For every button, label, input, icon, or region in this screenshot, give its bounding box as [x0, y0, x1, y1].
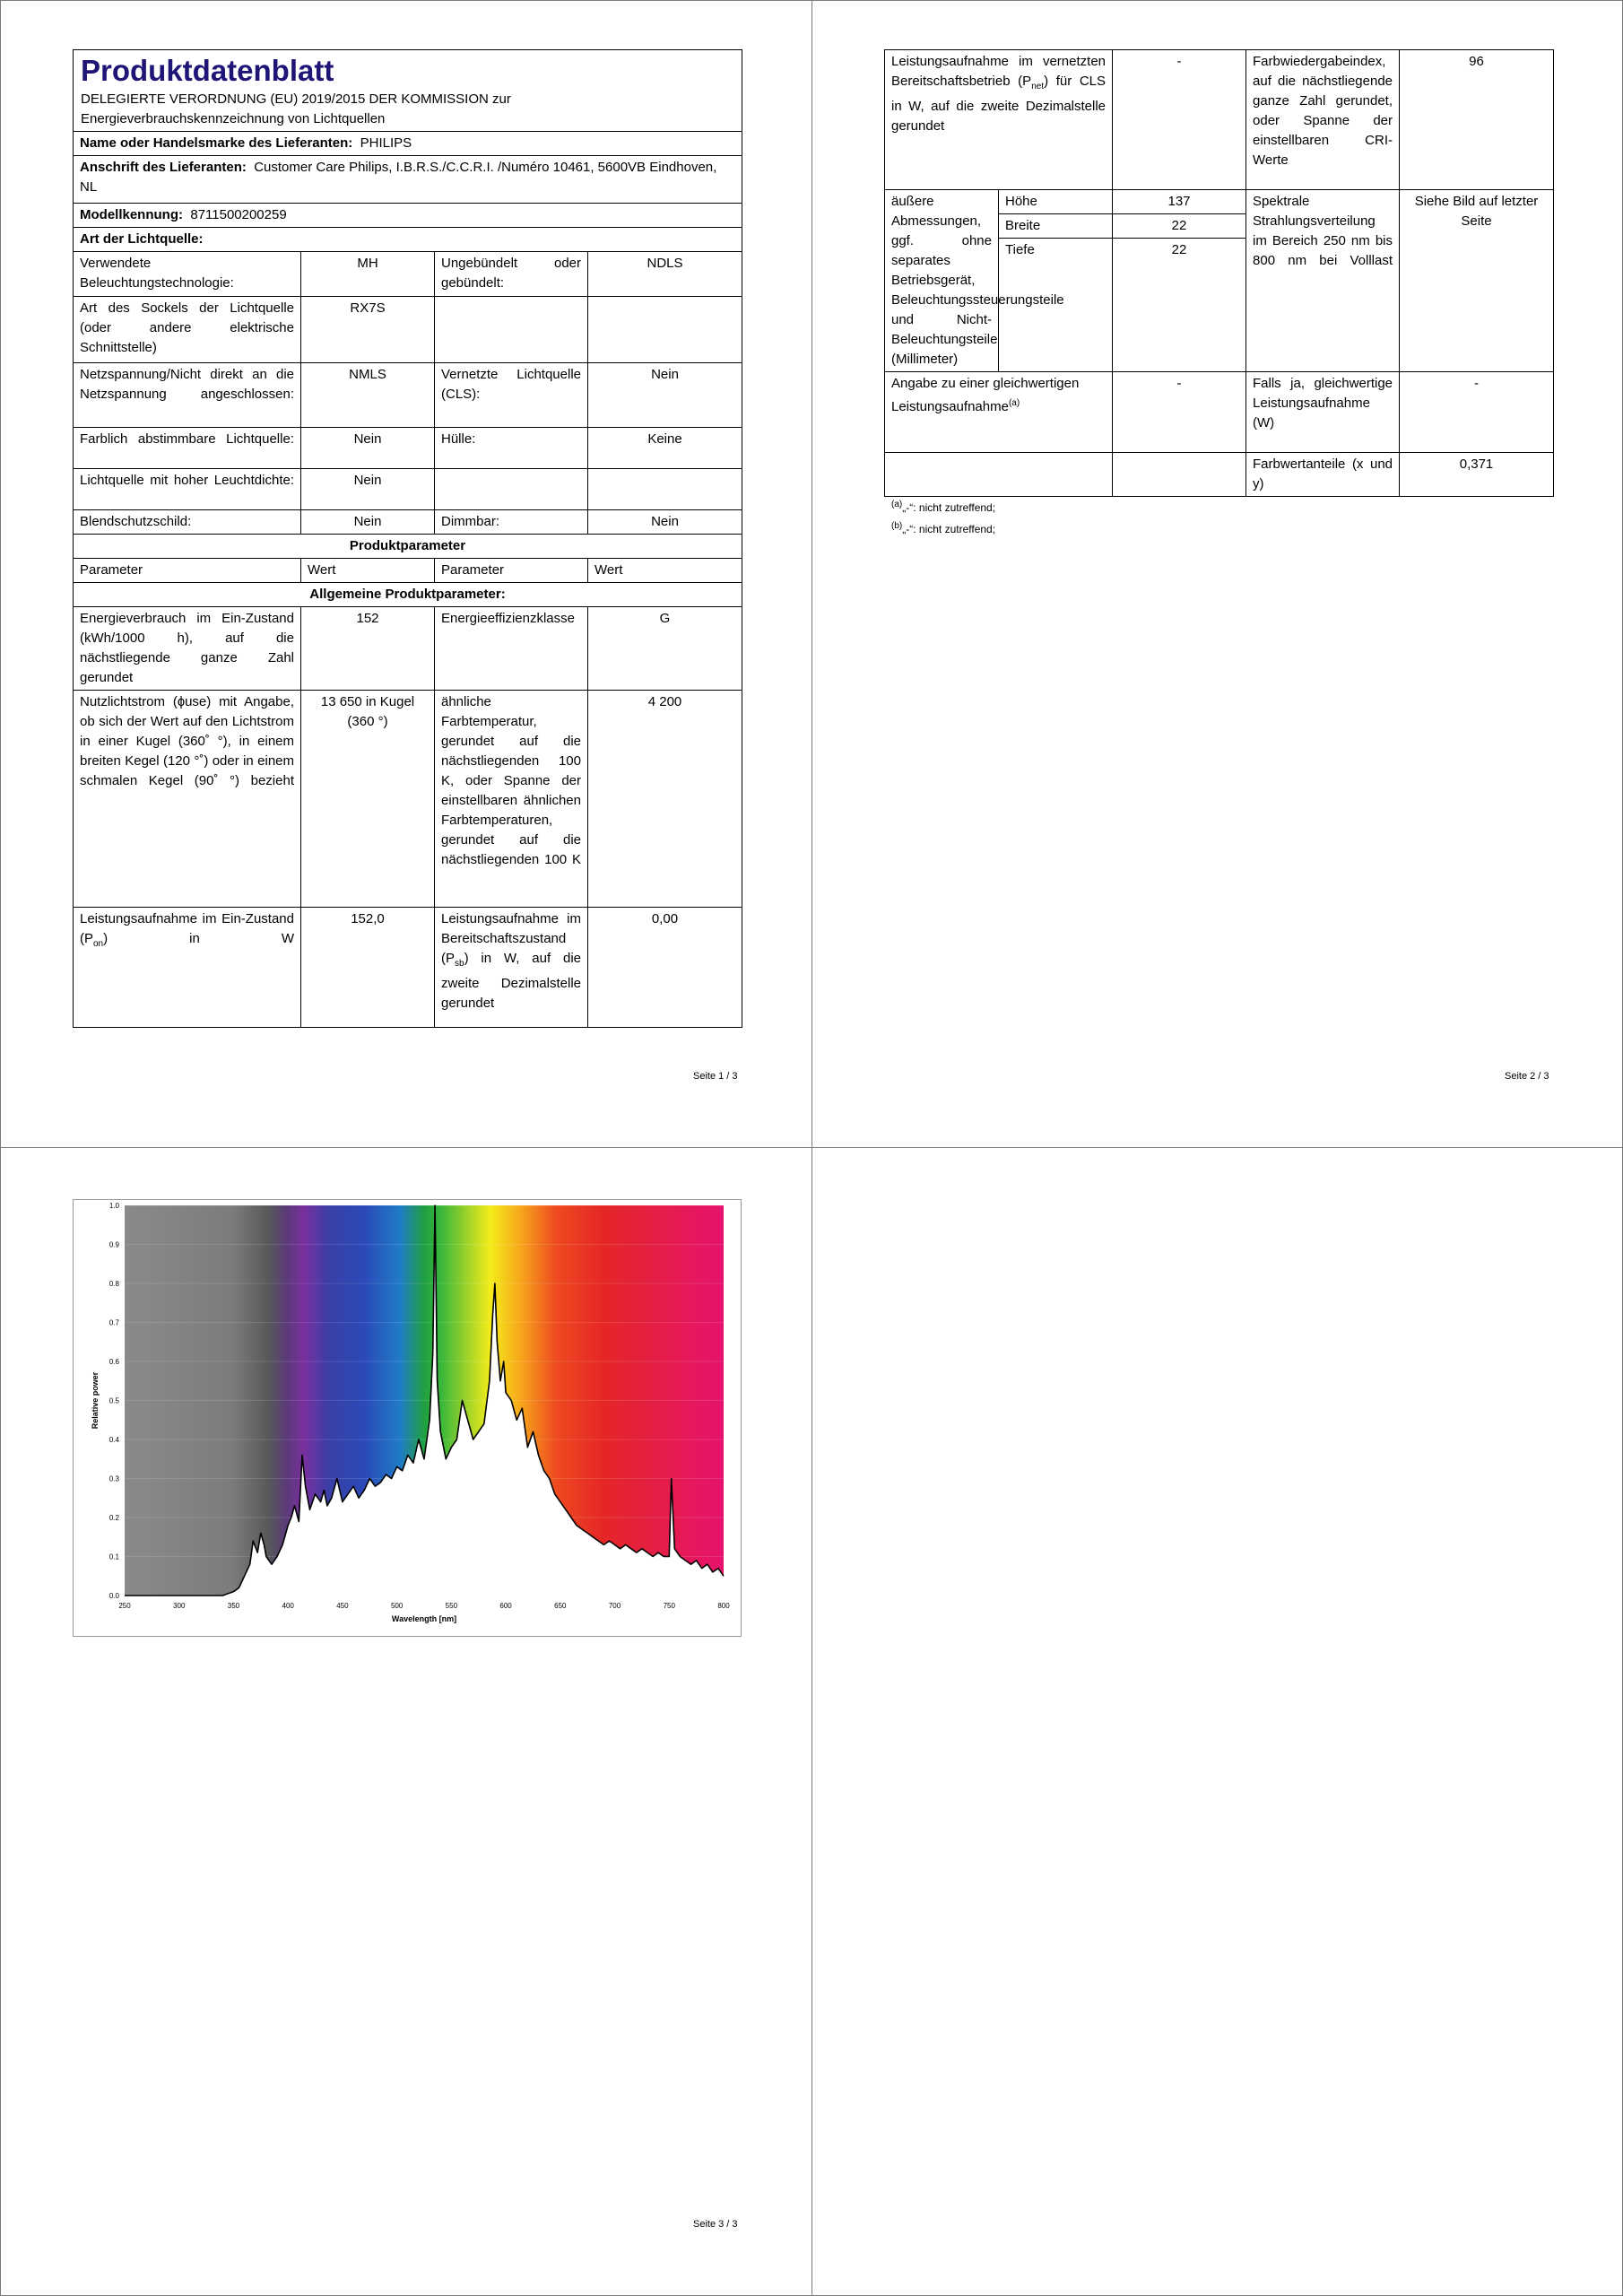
document-title: Produktdatenblatt — [81, 54, 334, 87]
cls-value: Nein — [588, 363, 742, 428]
document-page-2 — [812, 0, 1623, 1148]
high-luminance-value: Nein — [301, 469, 435, 510]
empty-cell — [588, 469, 742, 510]
y-tick-label: 0.1 — [108, 1552, 119, 1561]
general-parameters-header: Allgemeine Produktparameter: — [74, 583, 742, 607]
y-tick-label: 0.8 — [108, 1280, 119, 1288]
spectral-distribution-label: Spektrale Strahlungsverteilung im Bereich 250 nm bis 800 nm bei Volllast — [1246, 190, 1400, 372]
socket-label: Art des Sockels der Lichtquelle (oder andere elektrische Schnittstelle) — [74, 297, 301, 363]
page-number: Seite 2 / 3 — [1505, 1071, 1549, 1082]
y-tick-label: 0.3 — [108, 1474, 119, 1483]
height-label: Höhe — [999, 190, 1113, 214]
spectral-distribution-value: Siehe Bild auf letzter Seite — [1400, 190, 1554, 372]
y-tick-label: 1.0 — [108, 1202, 119, 1210]
chromaticity-value: 0,371 — [1400, 453, 1554, 497]
depth-label: Tiefe — [999, 239, 1113, 372]
page-number: Seite 3 / 3 — [693, 2219, 738, 2230]
tunable-value: Nein — [301, 428, 435, 469]
equivalent-power-label: Angabe zu einer gleichwertigen Leistungsaufnahme$^{(a)}$ — [885, 372, 1113, 453]
chromaticity-label: Farbwertanteile (x und y) — [1246, 453, 1400, 497]
cls-label: Vernetzte Lichtquelle (CLS): — [435, 363, 588, 428]
supplier-name-label: Name oder Handelsmarke des Lieferanten: — [80, 135, 353, 151]
mains-value: NMLS — [301, 363, 435, 428]
model-label: Modellkennung: — [80, 207, 183, 222]
empty-cell — [1113, 453, 1246, 497]
socket-value: RX7S — [301, 297, 435, 363]
empty-cell — [885, 453, 1113, 497]
dimmable-label: Dimmbar: — [435, 510, 588, 535]
supplier-address: Customer Care Philips, I.B.R.S./C.C.R.I. /Numéro 10461, 5600VB Eindhoven, NL — [80, 160, 717, 195]
empty-cell — [435, 469, 588, 510]
x-tick-label: 600 — [499, 1602, 512, 1610]
bundled-label: Ungebündelt oder gebündelt: — [435, 252, 588, 297]
footnote-b: $^{(b)}$„-“: nicht zutreffend; — [891, 521, 996, 535]
column-header-parameter: Parameter — [435, 559, 588, 583]
energy-class-value: G — [588, 607, 742, 691]
color-temperature-value: 4 200 — [588, 691, 742, 908]
footnote-a: $^{(a)}$„-“: nicht zutreffend; — [891, 500, 996, 514]
x-tick-label: 300 — [173, 1602, 186, 1610]
y-axis-label: Relative power — [91, 1371, 100, 1430]
product-data-table-page-1 — [73, 49, 742, 1028]
x-tick-label: 450 — [336, 1602, 349, 1610]
standby-power-value: 0,00 — [588, 908, 742, 1028]
page-number: Seite 1 / 3 — [693, 1071, 738, 1082]
x-tick-label: 400 — [282, 1602, 294, 1610]
high-luminance-label: Lichtquelle mit hoher Leuchtdichte: — [74, 469, 301, 510]
equivalent-power-value: - — [1113, 372, 1246, 453]
x-tick-label: 700 — [608, 1602, 621, 1610]
bundled-value: NDLS — [588, 252, 742, 297]
empty-cell — [588, 297, 742, 363]
technology-value: MH — [301, 252, 435, 297]
luminous-flux-value: 13 650 in Kugel (360 °) — [301, 691, 435, 908]
standby-power-label: Leistungsaufnahme im Bereitschaftszustand $(P_{sb})$ in W, auf die zweite Dezimalstelle gerundet — [435, 908, 588, 1028]
anti-glare-value: Nein — [301, 510, 435, 535]
x-tick-label: 500 — [390, 1602, 404, 1610]
y-tick-label: 0.6 — [108, 1358, 119, 1366]
document-page-3 — [0, 1147, 812, 2296]
energy-class-label: Energieeffizienzklasse — [435, 607, 588, 691]
y-tick-label: 0.7 — [108, 1318, 119, 1327]
y-tick-label: 0.9 — [108, 1240, 119, 1249]
dimmable-value: Nein — [588, 510, 742, 535]
energy-consumption-value: 152 — [301, 607, 435, 691]
color-rendering-index-value: 96 — [1400, 50, 1554, 190]
envelope-label: Hülle: — [435, 428, 588, 469]
luminous-flux-label: Nutzlichtstrom (ɸuse) mit Angabe, ob sich der Wert auf den Lichtstrom in einer Kugel (360˚ °), in einem breiten Kegel (120 °˚) oder in einem schmalen Kegel (90˚ °) bezieht — [74, 691, 301, 908]
depth-value: 22 — [1113, 239, 1246, 372]
width-value: 22 — [1113, 214, 1246, 239]
supplier-name: PHILIPS — [360, 135, 412, 151]
regulation-reference: DELEGIERTE VERORDNUNG (EU) 2019/2015 DER KOMMISSION zur Energieverbrauchskennzeichnung von Lichtquellen — [81, 91, 511, 126]
empty-cell — [435, 297, 588, 363]
column-header-value: Wert — [301, 559, 435, 583]
x-tick-label: 250 — [118, 1602, 131, 1610]
networked-standby-power-label: Leistungsaufnahme im vernetzten Bereitschaftsbetrieb $(P_{net})$ für CLS in W, auf die zweite Dezimalstelle gerundet — [885, 50, 1113, 190]
supplier-address-label: Anschrift des Lieferanten: — [80, 160, 247, 175]
x-tick-label: 750 — [663, 1602, 675, 1610]
mains-label: Netzspannung/Nicht direkt an die Netzspannung angeschlossen: — [74, 363, 301, 428]
y-tick-label: 0.4 — [108, 1436, 119, 1444]
x-tick-label: 650 — [554, 1602, 567, 1610]
x-tick-label: 350 — [227, 1602, 240, 1610]
product-parameters-header: Produktparameter — [74, 535, 742, 559]
tunable-label: Farblich abstimmbare Lichtquelle: — [74, 428, 301, 469]
column-header-parameter: Parameter — [74, 559, 301, 583]
envelope-value: Keine — [588, 428, 742, 469]
width-label: Breite — [999, 214, 1113, 239]
equivalent-power-watts-label: Falls ja, gleichwertige Leistungsaufnahme (W) — [1246, 372, 1400, 453]
y-tick-label: 0.2 — [108, 1514, 119, 1522]
on-mode-power-value: 152,0 — [301, 908, 435, 1028]
equivalent-power-watts-value: - — [1400, 372, 1554, 453]
light-source-type-header: Art der Lichtquelle: — [74, 228, 742, 252]
color-temperature-label: ähnliche Farbtemperatur, gerundet auf die nächstliegenden 100 K, oder Spanne der einstellbaren ähnlichen Farbtemperaturen, gerundet auf die nächstliegenden 100 K — [435, 691, 588, 908]
color-rendering-index-label: Farbwiedergabeindex, auf die nächstliegende ganze Zahl gerundet, oder Spanne der einstellbaren CRI-Werte — [1246, 50, 1400, 190]
technology-label: Verwendete Beleuchtungstechnologie: — [74, 252, 301, 297]
document-page-1 — [0, 0, 812, 1148]
networked-standby-power-value: - — [1113, 50, 1246, 190]
y-tick-label: 0.5 — [108, 1396, 119, 1405]
on-mode-power-label: Leistungsaufnahme im Ein-Zustand $(P_{on})$ in W — [74, 908, 301, 1028]
spectral-power-distribution-chart — [73, 1199, 742, 1637]
column-header-value: Wert — [588, 559, 742, 583]
model-number: 8711500200259 — [190, 207, 287, 222]
product-data-table-page-2 — [884, 49, 1554, 497]
x-tick-label: 550 — [445, 1602, 458, 1610]
dimensions-label: äußere Abmessungen, ggf. ohne separates Betriebsgerät, Beleuchtungssteuerungsteile und Nicht-Beleuchtungsteile (Millimeter) — [885, 190, 999, 372]
document-page-4-blank — [812, 1147, 1623, 2296]
x-tick-label: 800 — [717, 1602, 730, 1610]
x-axis-label: Wavelength [nm] — [391, 1614, 457, 1623]
height-value: 137 — [1113, 190, 1246, 214]
y-tick-label: 0.0 — [108, 1592, 119, 1600]
energy-consumption-label: Energieverbrauch im Ein-Zustand (kWh/1000 h), auf die nächstliegende ganze Zahl gerundet — [74, 607, 301, 691]
anti-glare-label: Blendschutzschild: — [74, 510, 301, 535]
